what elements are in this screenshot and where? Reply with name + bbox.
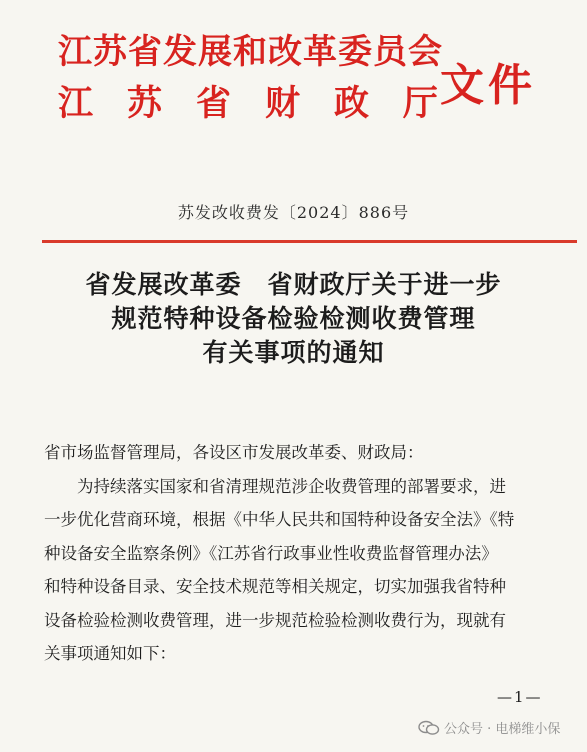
issuer-line-2-char: 财 [264, 84, 300, 124]
watermark [418, 718, 560, 737]
paragraph-line: 为持续落实国家和省清理规范涉企收费管理的部署要求，进 [77, 476, 506, 496]
notice-body [44, 436, 579, 671]
issuer-line-2-char: 省 [195, 84, 231, 124]
red-divider [42, 240, 577, 243]
paragraph-line: 一步优化营商环境，根据《中华人民共和国特种设备安全法》《特 [44, 510, 515, 529]
wechat-icon [418, 720, 440, 736]
issuer-line-2-char: 江 [58, 84, 94, 124]
document-number: 苏发改收费发〔2024〕886号 [177, 203, 410, 222]
document-type-label: 文件 [440, 60, 536, 111]
title-line: 有关事项的通知 [202, 338, 385, 367]
issuer-line-1: 江苏省发展和改革委员会 [58, 32, 443, 72]
issuer-line-2-char: 厅 [402, 84, 438, 124]
issuer-line-2-char: 政 [333, 84, 369, 124]
notice-title [0, 268, 587, 370]
page-number: —1— [497, 688, 543, 706]
paragraph-line: 种设备安全监察条例》《江苏省行政事业性收费监督管理办法》 [44, 543, 498, 563]
salutation: 省市场监督管理局，各设区市发展改革委、财政局： [44, 443, 424, 462]
paragraph-line: 设备检验检测收费管理，进一步规范检验检测收费行为，现就有 [44, 610, 506, 630]
issuer-line-2-char: 苏 [126, 84, 162, 124]
title-line: 规范特种设备检验检测收费管理 [111, 304, 476, 333]
paragraph-line: 关事项通知如下： [44, 644, 176, 663]
paragraph-line: 和特种设备目录、安全技术规范等相关规定，切实加强我省特种 [44, 577, 506, 596]
issuer-line-2 [58, 82, 438, 126]
watermark-text: 公众号 · 电梯维小保 [444, 722, 561, 737]
title-line: 省发展改革委 省财政厅关于进一步 [85, 270, 502, 299]
